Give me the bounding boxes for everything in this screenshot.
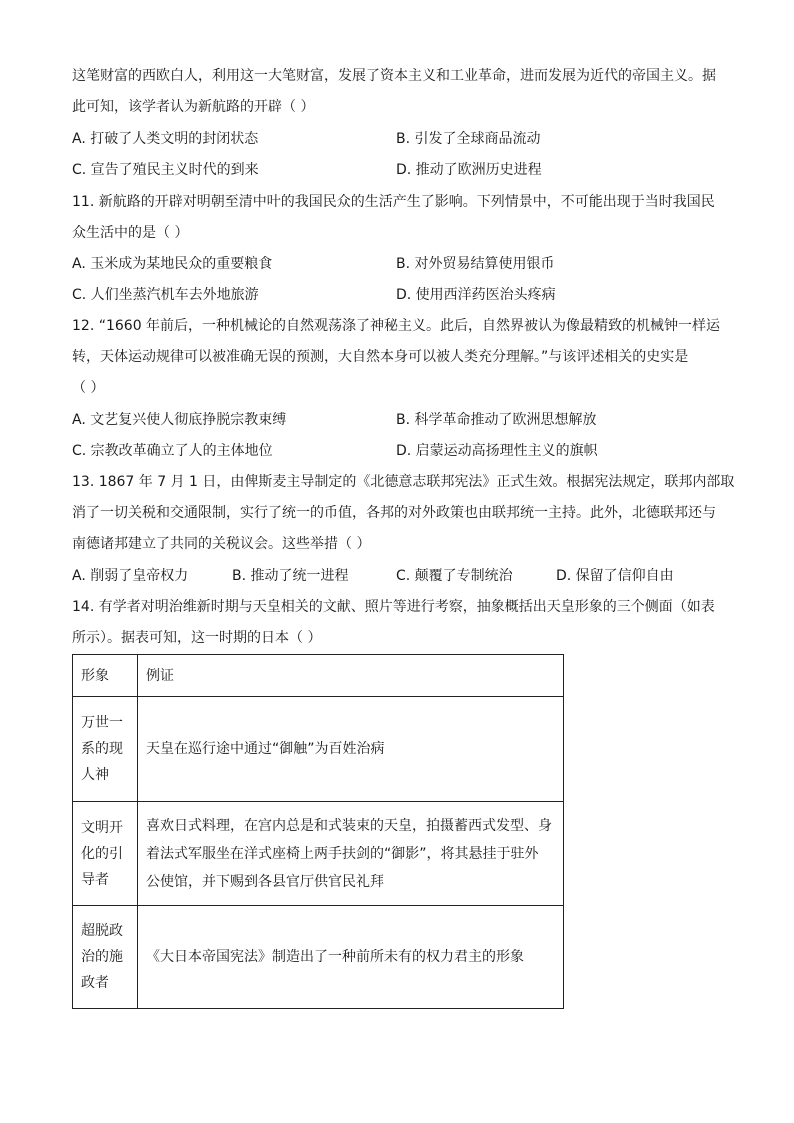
table-row xyxy=(73,906,564,1009)
q11-option-b: B. 对外贸易结算使用银币 xyxy=(396,256,555,272)
row1-image-line3: 人神 xyxy=(81,767,109,783)
row1-image-line1: 万世一 xyxy=(81,715,123,731)
row1-image-line2: 系的现 xyxy=(81,741,123,757)
q13-option-b: B. 推动了统一进程 xyxy=(232,568,349,584)
q11-stem-line2: 众生活中的是（ ） xyxy=(72,225,189,241)
row2-image xyxy=(73,802,138,906)
row2-evidence xyxy=(138,802,564,906)
q10-option-d: D. 推动了欧洲历史进程 xyxy=(396,162,542,178)
table-row xyxy=(73,697,564,802)
q10-stem-line2: 此可知，该学者认为新航路的开辟（ ） xyxy=(72,99,315,115)
q11-option-d: D. 使用西洋药医治头疼病 xyxy=(396,287,556,303)
row2-image-line1: 文明开 xyxy=(81,819,123,836)
q11-option-a: A. 玉米成为某地民众的重要粮食 xyxy=(72,256,273,272)
q10-stem-line1: 这笔财富的西欧白人，利用这一大笔财富，发展了资本主义和工业革命，进而发展为近代的帝国主义。据 xyxy=(72,68,716,84)
row1-evidence xyxy=(138,697,564,802)
row3-image-line3: 政者 xyxy=(81,975,109,991)
q14-table xyxy=(72,654,564,1009)
q10-option-a: A. 打破了人类文明的封闭状态 xyxy=(72,131,259,147)
q11-option-c: C. 人们坐蒸汽机车去外地旅游 xyxy=(72,287,259,303)
q12-option-b: B. 科学革命推动了欧洲思想解放 xyxy=(396,412,597,428)
q12-stem-line3: （ ） xyxy=(72,380,105,396)
q13-option-c: C. 颠覆了专制统治 xyxy=(396,568,513,584)
row3-image-line1: 超脱政 xyxy=(81,923,123,939)
q13-option-d: D. 保留了信仰自由 xyxy=(556,568,674,584)
q14-stem-line1: 14. 有学者对明治维新时期与天皇相关的文献、照片等进行考察，抽象概括出天皇形象的三个侧面（如表 xyxy=(72,599,715,615)
row1-image xyxy=(73,697,138,802)
q13-stem-line1: 13. 1867 年 7 月 1 日，由俾斯麦主导制定的《北德意志联邦宪法》正式生效。根据宪法规定，联邦内部取 xyxy=(72,474,735,490)
row3-image xyxy=(73,906,138,1009)
q14-stem-line2: 所示）。据表可知，这一时期的日本（ ） xyxy=(72,630,322,646)
row2-evidence-line2: 着法式军服坐在洋式座椅上两手扶剑的“御影”，将其悬挂于驻外 xyxy=(146,845,539,862)
header-image: 形象 xyxy=(73,655,138,697)
q13-stem-line2: 消了一切关税和交通限制，实行了统一的币值，各邦的对外政策也由联邦统一主持。此外，北德联邦还与 xyxy=(72,505,716,521)
row2-evidence-line1: 喜欢日式料理，在宫内总是和式装束的天皇，拍摄蓄西式发型、身 xyxy=(146,817,552,834)
row3-evidence xyxy=(138,906,564,1009)
row1-evidence-line1: 天皇在巡行途中通过“御触”为百姓治病 xyxy=(146,741,385,757)
q12-stem-line2: 转，天体运动规律可以被准确无误的预测，大自然本身可以被人类充分理解。”与该评述相关的史实是 xyxy=(72,349,689,365)
row3-evidence-line1: 《大日本帝国宪法》制造出了一种前所未有的权力君主的形象 xyxy=(146,949,524,965)
header-evidence: 例证 xyxy=(138,655,564,697)
q12-option-a: A. 文艺复兴使人彻底挣脱宗教束缚 xyxy=(72,412,287,428)
row2-evidence-line3: 公使馆，并下赐到各县官厅供官民礼拜 xyxy=(146,873,384,890)
q10-option-c: C. 宣告了殖民主义时代的到来 xyxy=(72,162,259,178)
row2-image-line2: 化的引 xyxy=(81,845,123,862)
q12-option-d: D. 启蒙运动高扬理性主义的旗帜 xyxy=(396,443,598,459)
row3-image-line2: 治的施 xyxy=(81,949,123,965)
q10-option-b: B. 引发了全球商品流动 xyxy=(396,131,541,147)
q13-option-a: A. 削弱了皇帝权力 xyxy=(72,568,189,584)
q13-stem-line3: 南德诸邦建立了共同的关税议会。这些举措（ ） xyxy=(72,536,371,552)
table-row xyxy=(73,802,564,906)
q12-stem-line1: 12. “1660 年前后，一种机械论的自然观荡涤了神秘主义。此后，自然界被认为像最精致的机械钟一样运 xyxy=(72,318,721,334)
q12-option-c: C. 宗教改革确立了人的主体地位 xyxy=(72,443,273,459)
row2-image-line3: 导者 xyxy=(81,871,109,888)
q11-stem-line1: 11. 新航路的开辟对明朝至清中叶的我国民众的生活产生了影响。下列情景中，不可能出现于当时我国民 xyxy=(72,194,715,210)
table-header-row xyxy=(73,655,564,697)
